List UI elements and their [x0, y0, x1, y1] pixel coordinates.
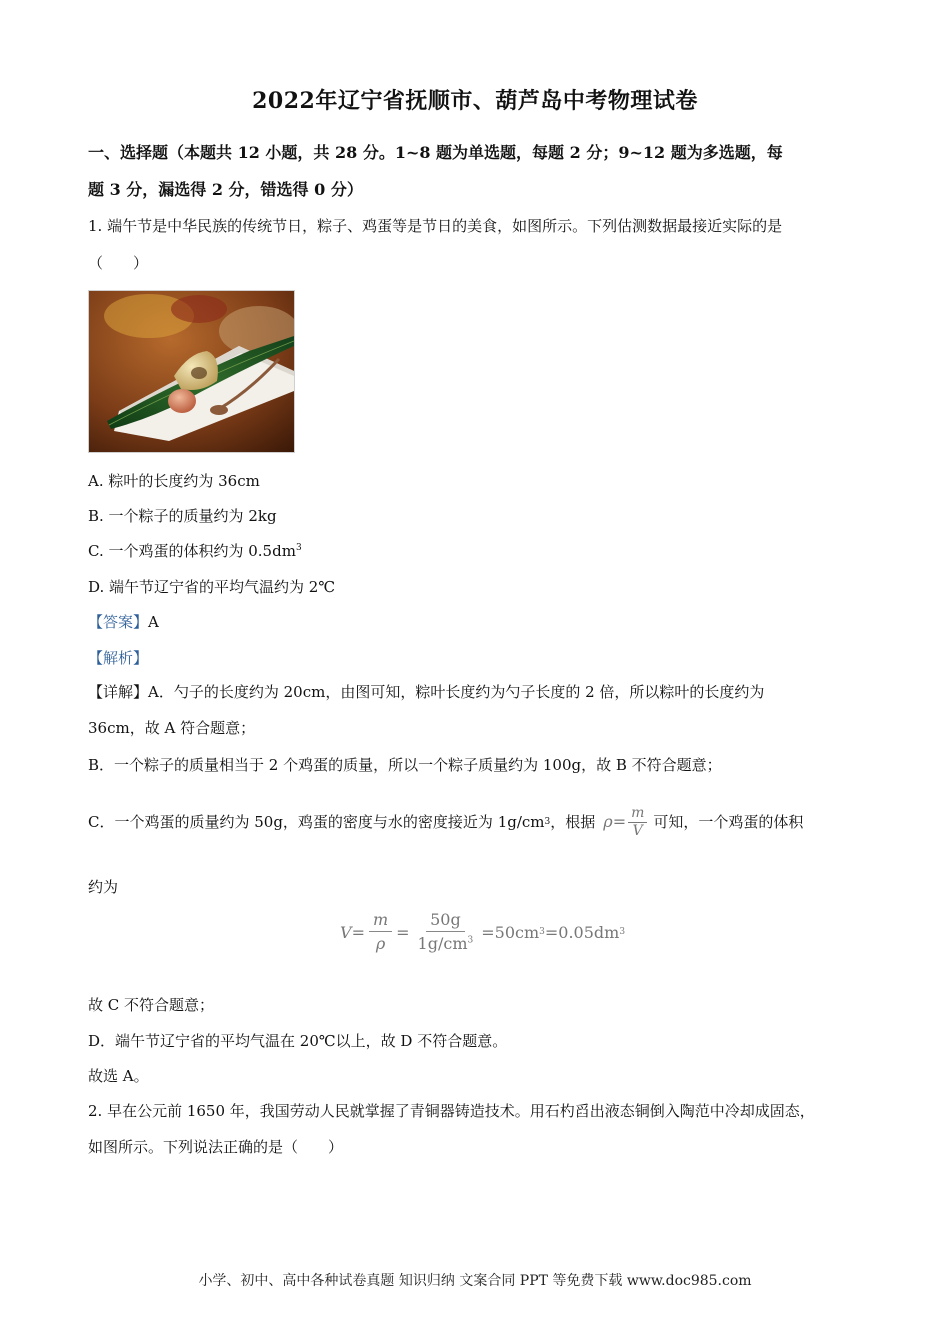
- q1-detail-line1: 【详解】A．勺子的长度约为 20cm，由图可知，粽叶长度约为勺子长度的 2 倍，所以粽叶的长度约为: [88, 683, 765, 701]
- zongzi-photo-illustration: [89, 291, 294, 452]
- q1-detail-c-line2: 约为: [88, 878, 119, 896]
- q1-detail-line2: 36cm，故 A 符合题意；: [88, 719, 256, 737]
- q2-stem-line1: 2. 早在公元前 1650 年，我国劳动人民就掌握了青铜器铸造技术。用石杓舀出液态铜倒入陶范中冷却成固态，: [88, 1102, 815, 1120]
- q2-stem-line2: 如图所示。下列说法正确的是（ ）: [88, 1138, 344, 1156]
- q1-option-c: [88, 541, 302, 561]
- q1-stem-line1: 1. 端午节是中华民族的传统节日，粽子、鸡蛋等是节日的美食，如图所示。下列估测数据最接近实际的是: [88, 217, 783, 235]
- eq-equals-2: =: [396, 922, 410, 942]
- eq-frac1-num: m: [369, 909, 392, 932]
- page-footer: 小学、初中、高中各种试卷真题 知识归纳 文案合同 PPT 等免费下载 www.doc985.com: [198, 1273, 752, 1289]
- eq-result-2: =0.05dm: [544, 922, 620, 942]
- q1-c-conclusion: 故 C 不符合题意；: [88, 996, 215, 1014]
- section-heading-line2: 题 3 分，漏选得 2 分，错选得 0 分）: [88, 180, 363, 199]
- q1-answer: [88, 612, 159, 632]
- zongzi-photo: [88, 290, 295, 453]
- analysis-tag: 【解析】: [88, 649, 149, 667]
- eq-frac2-num: 50g: [426, 909, 465, 932]
- volume-equation: V = $\frac{m}{\rho}$ = $\frac{50g}{1g/cm^3}$ =50cm 3 =0.05dm 3: [340, 905, 625, 959]
- q1-option-a: A. 粽叶的长度约为 36cm: [88, 472, 260, 490]
- q1-choice: 故选 A。: [88, 1067, 149, 1085]
- density-numerator: m: [628, 805, 647, 823]
- q1-detail-d: D．端午节辽宁省的平均气温在 20℃以上，故 D 不符合题意。: [88, 1032, 508, 1050]
- eq-frac1-den: ρ: [375, 933, 386, 953]
- eq-frac2-den-wrap: [414, 932, 478, 956]
- eq-fraction-2: [414, 909, 478, 956]
- detail-c-part3: 可知，一个鸡蛋的体积: [653, 813, 804, 831]
- eq-result-1: =50cm: [481, 922, 540, 942]
- detail-c-part2: ，根据: [550, 813, 596, 831]
- density-fraction: [628, 805, 647, 840]
- q1-detail-b: B．一个粽子的质量相当于 2 个鸡蛋的质量，所以一个粽子质量约为 100g，故 B 不符合题意；: [88, 756, 722, 774]
- answer-tag: 【答案】: [88, 613, 149, 631]
- answer-value: A: [148, 613, 159, 631]
- eq-equals-1: =: [351, 922, 365, 942]
- density-denominator: V: [632, 822, 643, 839]
- q1-option-c-sup: 3: [295, 543, 302, 553]
- q1-option-c-text: C. 一个鸡蛋的体积约为 0.5dm: [88, 542, 296, 560]
- page-title: 2022年辽宁省抚顺市、葫芦岛中考物理试卷: [252, 88, 698, 114]
- eq-frac2-den: 1g/cm: [417, 933, 468, 953]
- rho-symbol: ρ=: [603, 812, 627, 831]
- section-heading-line1: 一、选择题（本题共 12 小题，共 28 分。1~8 题为单选题，每题 2 分；9~12 题为多选题，每: [88, 143, 783, 162]
- eq-fraction-1: [369, 909, 392, 956]
- q1-option-d: D. 端午节辽宁省的平均气温约为 2℃: [88, 578, 336, 596]
- q1-stem-line2: （ ）: [88, 254, 149, 272]
- q1-detail-c: C．一个鸡蛋的质量约为 50g，鸡蛋的密度与水的密度接近为 1g/cm 3 ，根据 ρ= $\frac{m}{V}$ 可知，一个鸡蛋的体积: [88, 804, 804, 839]
- eq-lhs: V: [340, 922, 352, 942]
- detail-c-part1: C．一个鸡蛋的质量约为 50g，鸡蛋的密度与水的密度接近为 1g/cm: [88, 813, 545, 831]
- eq-frac2-den-sup: 3: [467, 935, 474, 946]
- q1-option-b: B. 一个粽子的质量约为 2kg: [88, 507, 277, 525]
